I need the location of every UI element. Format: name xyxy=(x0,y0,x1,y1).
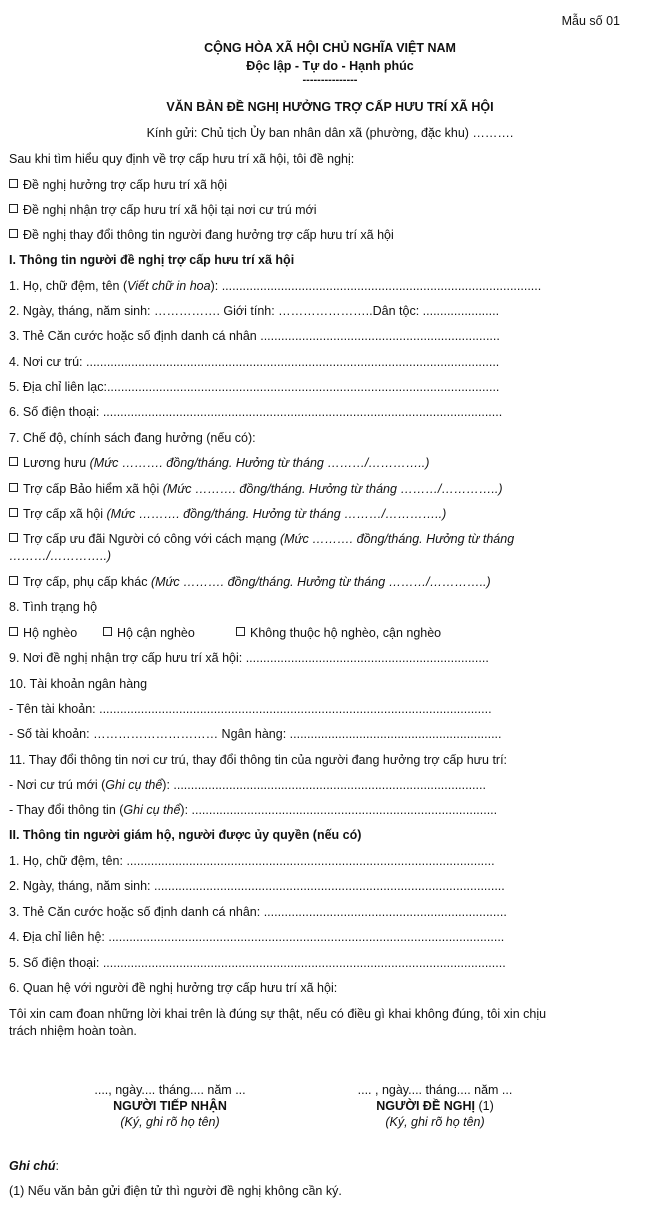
field-account-name[interactable]: - Tên tài khoản: ................................................................................................................. xyxy=(9,702,492,716)
applicant-sign-note: (Ký, ghi rõ họ tên) xyxy=(385,1115,485,1129)
request-label: Đề nghị hưởng trợ cấp hưu trí xã hội xyxy=(23,178,228,192)
field-change-heading: 11. Thay đổi thông tin nơi cư trú, thay đổi thông tin của người đang hưởng trợ cấp hưu trí: xyxy=(9,753,508,767)
checkbox[interactable] xyxy=(9,576,18,585)
field-guardian-relationship[interactable]: 6. Quan hệ với người đề nghị hưởng trợ cấp hưu trí xã hội: xyxy=(9,981,338,995)
request-label: Đề nghị nhận trợ cấp hưu trí xã hội tại nơi cư trú mới xyxy=(23,203,317,217)
benefit-option[interactable]: Trợ cấp Bảo hiểm xã hội (Mức ………. đồng/tháng. Hưởng từ tháng ………/…………..) xyxy=(9,481,503,497)
checkbox[interactable] xyxy=(9,483,18,492)
form-number: Mẫu số 01 xyxy=(561,14,620,28)
field-receive-place[interactable]: 9. Nơi đề nghị nhận trợ cấp hưu trí xã hội: ...................................................................... xyxy=(9,651,489,665)
field-benefits-heading: 7. Chế độ, chính sách đang hưởng (nếu có): xyxy=(9,431,256,445)
receiver-sign-note: (Ký, ghi rõ họ tên) xyxy=(120,1115,220,1129)
field-contact-address[interactable]: 5. Địa chỉ liên lạc:................................................................................................................. xyxy=(9,380,500,394)
checkbox[interactable] xyxy=(103,627,112,636)
section-1-heading: I. Thông tin người đề nghị trợ cấp hưu trí xã hội xyxy=(9,253,295,267)
request-option[interactable] xyxy=(9,177,227,193)
receiver-date: ...., ngày.... tháng.... năm ... xyxy=(94,1083,246,1097)
applicant-signature-block xyxy=(325,1082,545,1130)
applicant-role: NGƯỜI ĐỀ NGHỊ xyxy=(376,1099,476,1113)
field-guardian-birth[interactable]: 2. Ngày, tháng, năm sinh: ..................................................................................................... xyxy=(9,879,505,893)
checkbox[interactable] xyxy=(9,627,18,636)
declaration-line-2: trách nhiệm hoàn toàn. xyxy=(9,1024,137,1038)
field-household-status: 8. Tình trạng hộ xyxy=(9,600,98,614)
section-2-heading: II. Thông tin người giám hộ, người được ủy quyền (nếu có) xyxy=(9,828,362,842)
motto: Độc lập - Tự do - Hạnh phúc xyxy=(246,59,414,73)
applicant-role-suffix: (1) xyxy=(475,1099,494,1113)
checkbox[interactable] xyxy=(9,457,18,466)
field-guardian-name[interactable]: 1. Họ, chữ đệm, tên: .......................................................................................................... xyxy=(9,854,495,868)
benefit-option-continued: ………/…………..) xyxy=(9,549,112,563)
checkbox[interactable] xyxy=(9,179,18,188)
checkbox[interactable] xyxy=(236,627,245,636)
declaration-line-1: Tôi xin cam đoan những lời khai trên là đúng sự thật, nếu có điều gì khai không đúng, tôi xin chịu xyxy=(9,1007,547,1021)
field-account-number[interactable]: - Số tài khoản: ………………………… Ngân hàng: ............................................................. xyxy=(9,727,502,741)
republic-header: CỘNG HÒA XÃ HỘI CHỦ NGHĨA VIỆT NAM xyxy=(204,41,456,55)
benefit-option[interactable]: Trợ cấp ưu đãi Người có công với cách mạng (Mức ………. đồng/tháng. Hưởng từ tháng xyxy=(9,531,514,547)
checkbox[interactable] xyxy=(9,508,18,517)
intro-text: Sau khi tìm hiểu quy định về trợ cấp hưu trí xã hội, tôi đề nghị: xyxy=(9,152,355,166)
note-1: (1) Nếu văn bản gửi điện tử thì người đề nghị không cần ký. xyxy=(9,1184,342,1198)
field-guardian-address[interactable]: 4. Địa chỉ liên hệ: .................................................................................................................. xyxy=(9,930,505,944)
header-rule: --------------- xyxy=(302,74,358,86)
receiver-role: NGƯỜI TIẾP NHẬN xyxy=(113,1099,227,1113)
applicant-role-line xyxy=(325,1098,545,1114)
household-option[interactable]: Hộ cận nghèo xyxy=(103,625,195,641)
household-option[interactable]: Hộ nghèo xyxy=(9,625,77,641)
checkbox[interactable] xyxy=(9,204,18,213)
request-option[interactable] xyxy=(9,202,317,218)
field-id-card[interactable]: 3. Thẻ Căn cước hoặc số định danh cá nhân ..................................................................... xyxy=(9,329,500,343)
field-birth-gender-ethnicity[interactable]: 2. Ngày, tháng, năm sinh: ……………. Giới tính: …………………..Dân tộc: ...................... xyxy=(9,304,500,318)
notes-heading: Ghi chú: xyxy=(9,1159,60,1173)
addressee: Kính gửi: Chủ tịch Ủy ban nhân dân xã (phường, đặc khu) ………. xyxy=(146,126,514,140)
field-full-name[interactable]: 1. Họ, chữ đệm, tên (Viết chữ in hoa): ............................................................................................ xyxy=(9,279,542,293)
benefit-option[interactable]: Lương hưu (Mức ………. đồng/tháng. Hưởng từ tháng ………/…………..) xyxy=(9,455,429,471)
field-phone[interactable]: 6. Số điện thoại: ................................................................................................................... xyxy=(9,405,503,419)
household-option[interactable]: Không thuộc hộ nghèo, cận nghèo xyxy=(236,625,441,641)
document-title: VĂN BẢN ĐỀ NGHỊ HƯỞNG TRỢ CẤP HƯU TRÍ XÃ HỘI xyxy=(166,100,494,114)
benefit-option[interactable]: Trợ cấp xã hội (Mức ………. đồng/tháng. Hưởng từ tháng ………/…………..) xyxy=(9,506,446,522)
checkbox[interactable] xyxy=(9,229,18,238)
field-new-residence[interactable]: - Nơi cư trú mới (Ghi cụ thể): .......................................................................................... xyxy=(9,778,486,792)
field-guardian-phone[interactable]: 5. Số điện thoại: .................................................................................................................... xyxy=(9,956,506,970)
field-guardian-id[interactable]: 3. Thẻ Căn cước hoặc số định danh cá nhân: ...................................................................... xyxy=(9,905,507,919)
field-residence[interactable]: 4. Nơi cư trú: ....................................................................................................................... xyxy=(9,355,500,369)
field-bank-heading: 10. Tài khoản ngân hàng xyxy=(9,677,148,691)
field-change-info[interactable]: - Thay đổi thông tin (Ghi cụ thể): ........................................................................................ xyxy=(9,803,498,817)
benefit-option[interactable]: Trợ cấp, phụ cấp khác (Mức ………. đồng/tháng. Hưởng từ tháng ………/…………..) xyxy=(9,574,491,590)
applicant-date: .... , ngày.... tháng.... năm ... xyxy=(357,1083,513,1097)
request-option[interactable] xyxy=(9,227,394,243)
request-label: Đề nghị thay đổi thông tin người đang hưởng trợ cấp hưu trí xã hội xyxy=(23,228,394,242)
receiver-signature-block xyxy=(60,1082,280,1130)
checkbox[interactable] xyxy=(9,533,18,542)
